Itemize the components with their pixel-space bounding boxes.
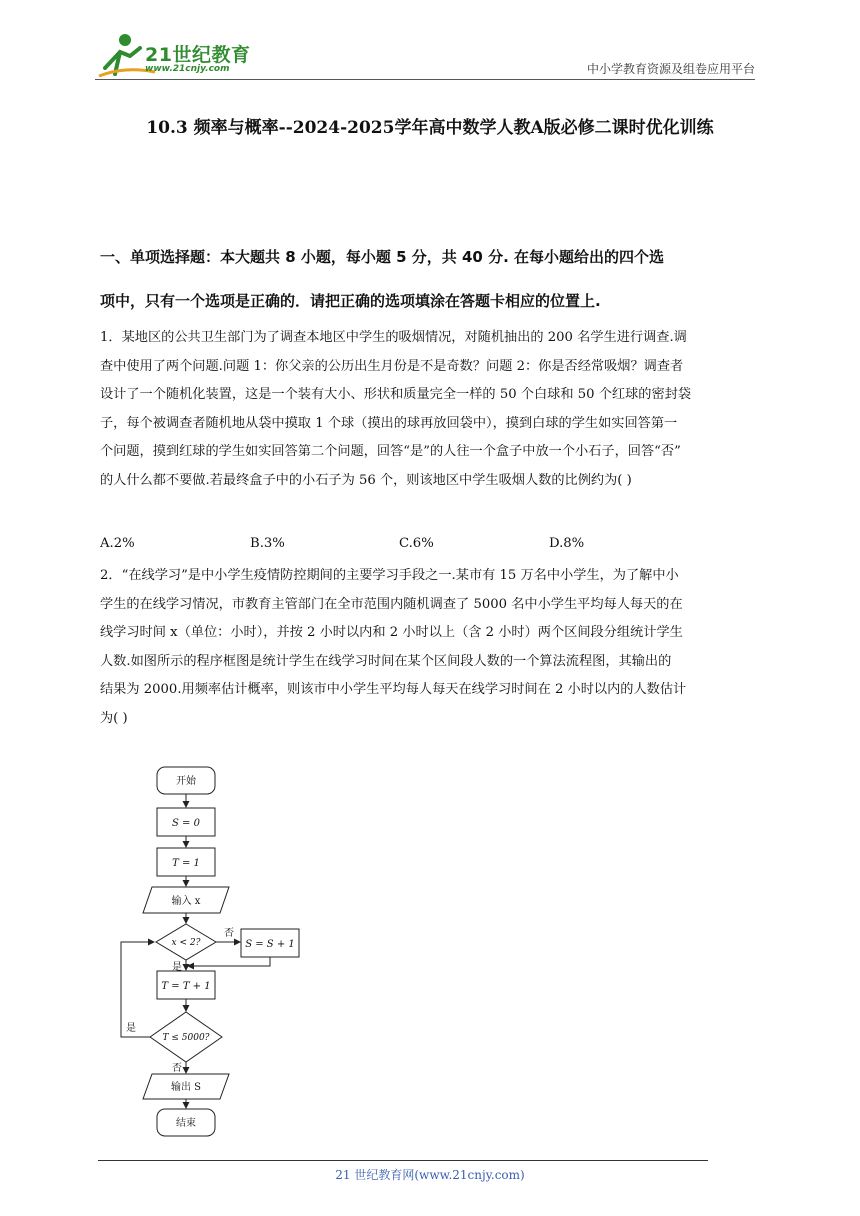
flow-output-label: 输出 S	[170, 1082, 202, 1093]
question-line: 线学习时间 x（单位：小时），并按 2 小时以内和 2 小时以上（含 2 小时）两个区间段分组统计学生	[100, 625, 683, 641]
question-line: 子，每个被调查者随机地从袋中摸取 1 个球（摸出的球再放回袋中），摸到白球的学生如实回答第一	[100, 415, 678, 431]
question-line: 学生的在线学习情况，市教育主管部门在全市范围内随机调查了 5000 名中小学生平均每人每天的在	[100, 596, 683, 612]
flow-cond1-label: x < 2?	[171, 938, 201, 948]
logo-url: www.21cnjy.com	[145, 64, 230, 74]
question-line: 个问题，摸到红球的学生如实回答第二个问题，回答“是”的人往一个盒子中放一个小石子，回答“否”	[100, 444, 681, 460]
section-heading-line-2: 项中，只有一个选项是正确的．请把正确的选项填涂在答题卡相应的位置上.	[100, 292, 601, 310]
flow-yes-label-1: 是	[172, 962, 182, 973]
question-2	[100, 562, 762, 734]
flow-init-t-label: T = 1	[172, 858, 200, 869]
flow-start-label: 开始	[176, 776, 196, 787]
page-title: 10.3 频率与概率--2024-2025学年高中数学人教A版必修二课时优化训练	[146, 118, 714, 138]
flow-yes-label-2: 是	[126, 1023, 136, 1034]
question-line: 查中使用了两个问题.问题 1：你父亲的公历出生月份是不是奇数？问题 2：你是否经常吸烟？调查者	[100, 358, 684, 374]
question-line: 2．“在线学习”是中小学生疫情防控期间的主要学习手段之一.某市有 15 万名中小学生，为了解中小	[100, 568, 679, 583]
option-a: A.2%	[100, 536, 135, 551]
question-line: 的人什么都不要做.若最终盒子中的小石子为 56 个，则该地区中学生吸烟人数的比例约为( )	[100, 472, 632, 488]
flow-end-label: 结束	[176, 1118, 196, 1129]
header-divider	[95, 79, 755, 80]
question-line: 结果为 2000.用频率估计概率，则该市中小学生平均每人每天在线学习时间在 2 小时以内的人数估计	[100, 682, 687, 698]
header-platform-text: 中小学教育资源及组卷应用平台	[586, 62, 755, 76]
option-b: B.3%	[250, 536, 285, 551]
flow-update-t-label: T = T + 1	[161, 981, 211, 992]
question-line: 设计了一个随机化装置，这是一个装有大小、形状和质量完全一样的 50 个白球和 50 个红球的密封袋	[100, 387, 692, 403]
footer-link[interactable]: 21 世纪教育网(www.21cnjy.com)	[335, 1168, 525, 1182]
flow-no-label-2: 否	[172, 1063, 182, 1074]
question-line: 人数.如图所示的程序框图是统计学生在线学习时间在某个区间段人数的一个算法流程图，其输出的	[100, 653, 672, 669]
flow-update-s-label: S = S + 1	[245, 939, 295, 950]
option-c: C.6%	[399, 536, 434, 551]
option-d: D.8%	[549, 536, 585, 551]
question-1	[100, 324, 762, 496]
question-line: 为( )	[100, 710, 128, 726]
flowchart	[110, 760, 310, 1145]
flow-no-label-1: 否	[224, 928, 234, 939]
flow-init-s-label: S = 0	[172, 818, 200, 829]
flow-input-label: 输入 x	[171, 896, 201, 907]
question-line: 1．某地区的公共卫生部门为了调查本地区中学生的吸烟情况，对随机抽出的 200 名学生进行调查.调	[100, 330, 687, 345]
footer-divider	[98, 1160, 708, 1161]
logo-text: 21世纪教育	[145, 44, 251, 66]
section-heading-line-1: 一、单项选择题：本大题共 8 小题，每小题 5 分，共 40 分. 在每小题给出的四个选	[100, 248, 665, 266]
flow-cond2-label: T ≤ 5000?	[162, 1033, 210, 1043]
